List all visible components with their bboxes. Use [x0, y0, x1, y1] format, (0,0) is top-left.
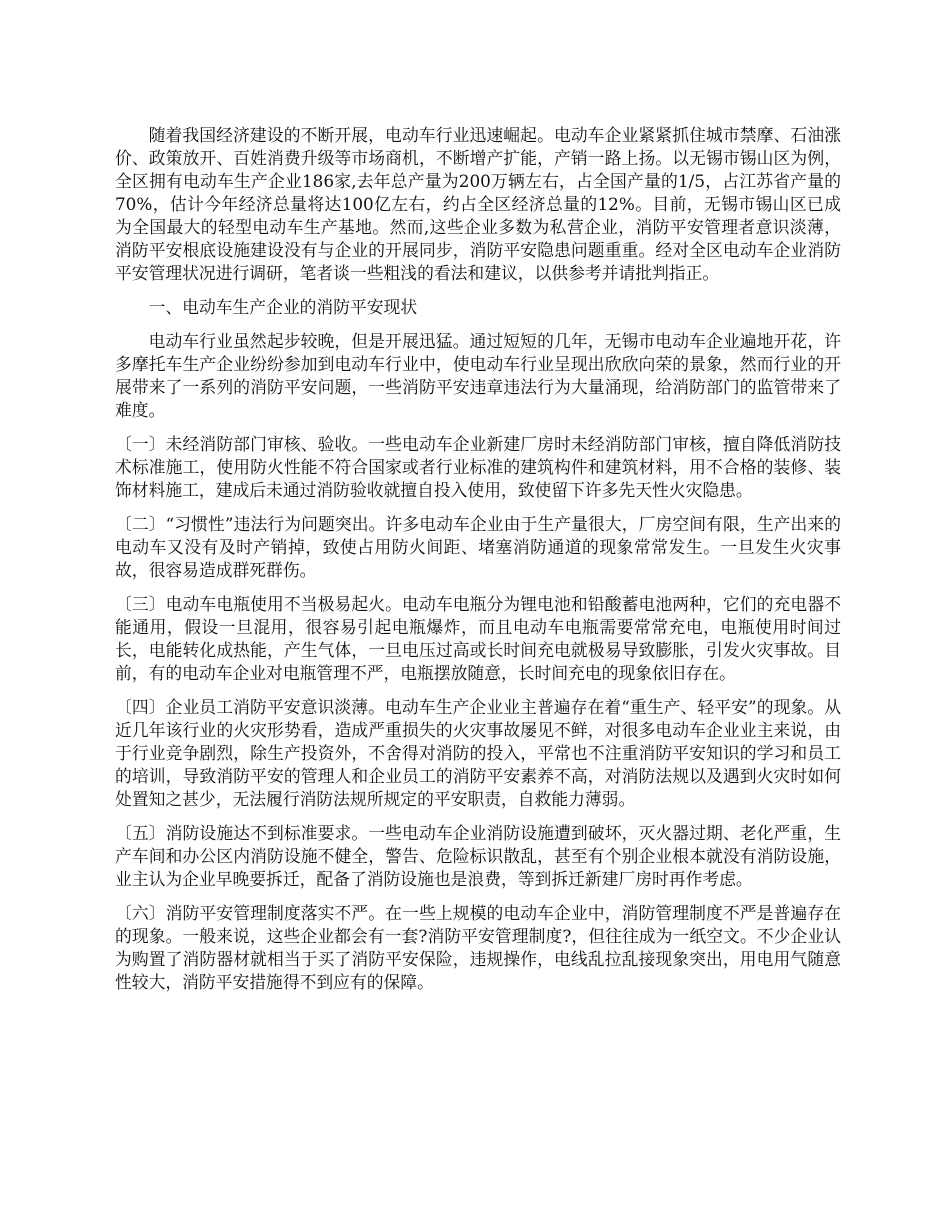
item-5-paragraph: 〔五〕消防设施达不到标准要求。一些电动车企业消防设施遭到破坏，灭火器过期、老化严重，生产车间和办公区内消防设施不健全，警告、危险标识散乱，甚至有个别企业根本就没有消防设施，业主认为企业早晚要拆迁，配备了消防设施也是浪费，等到拆迁新建厂房时再作考虑。: [115, 823, 841, 889]
item-3-paragraph: 〔三〕电动车电瓶使用不当极易起火。电动车电瓶分为锂电池和铅酸蓄电池两种，它们的充电器不能通用，假设一旦混用，很容易引起电瓶爆炸，而且电动车电瓶需要常常充电，电瓶使用时间过长，电能转化成热能，产生气体，一旦电压过高或长时间充电就极易导致膨胀，引发火灾事故。目前，有的电动车企业对电瓶管理不严，电瓶摆放随意，长时间充电的现象依旧存在。: [115, 594, 841, 683]
section-heading: 一、电动车生产企业的消防平安现状: [148, 297, 418, 317]
item-2-paragraph: 〔二〕“习惯性”违法行为问题突出。许多电动车企业由于生产量很大，厂房空间有限，生产出来的电动车又没有及时产销掉，致使占用防火间距、堵塞消防通道的现象常常发生。一旦发生火灾事故，很容易造成群死群伤。: [115, 514, 841, 580]
intro-paragraph: 随着我国经济建设的不断开展，电动车行业迅速崛起。电动车企业紧紧抓住城市禁摩、石油涨价、政策放开、百姓消费升级等市场商机，不断增产扩能，产销一路上扬。以无锡市锡山区为例，全区拥有电动车生产企业186家,去年总产量为200万辆左右，占全国产量的1/5，占江苏省产量的70%，估计今年经济总量将达100亿左右，约占全区经济总量的12%。目前，无锡市锡山区已成为全国最大的轻型电动车生产基地。然而,这些企业多数为私营企业，消防平安管理者意识淡薄，消防平安根底设施建设没有与企业的开展同步，消防平安隐患问题重重。经对全区电动车企业消防平安管理状况进行调研，笔者谈一些粗浅的看法和建议，以供参考并请批判指正。: [115, 125, 841, 283]
section-intro-paragraph: 电动车行业虽然起步较晚，但是开展迅猛。通过短短的几年，无锡市电动车企业遍地开花，许多摩托车生产企业纷纷参加到电动车行业中，使电动车行业呈现出欣欣向荣的景象，然而行业的开展带来了一系列的消防平安问题，一些消防平安违章违法行为大量涌现，给消防部门的监管带来了难度。: [115, 331, 841, 420]
item-6-paragraph: 〔六〕消防平安管理制度落实不严。在一些上规模的电动车企业中，消防管理制度不严是普遍存在的现象。一般来说，这些企业都会有一套?消防平安管理制度?，但往往成为一纸空文。不少企业认为购置了消防器材就相当于买了消防平安保险，违规操作，电线乱拉乱接现象突出，用电用气随意性较大，消防平安措施得不到应有的保障。: [115, 903, 841, 992]
item-4-paragraph: 〔四〕企业员工消防平安意识淡薄。电动车生产企业业主普遍存在着“重生产、轻平安”的现象。从近几年该行业的火灾形势看，造成严重损失的火灾事故屡见不鲜，对很多电动车企业业主来说，由于行业竞争剧烈，除生产投资外，不舍得对消防的投入，平常也不注重消防平安知识的学习和员工的培训，导致消防平安的管理人和企业员工的消防平安素养不高，对消防法规以及遇到火灾时如何处置知之甚少，无法履行消防法规所规定的平安职责，自救能力薄弱。: [115, 697, 841, 809]
item-1-paragraph: 〔一〕未经消防部门审核、验收。一些电动车企业新建厂房时未经消防部门审核，擅自降低消防技术标准施工，使用防火性能不符合国家或者行业标准的建筑构件和建筑材料，用不合格的装修、装饰材料施工，建成后未通过消防验收就擅自投入使用，致使留下许多先天性火灾隐患。: [115, 434, 841, 500]
document-page: [115, 124, 841, 1005]
